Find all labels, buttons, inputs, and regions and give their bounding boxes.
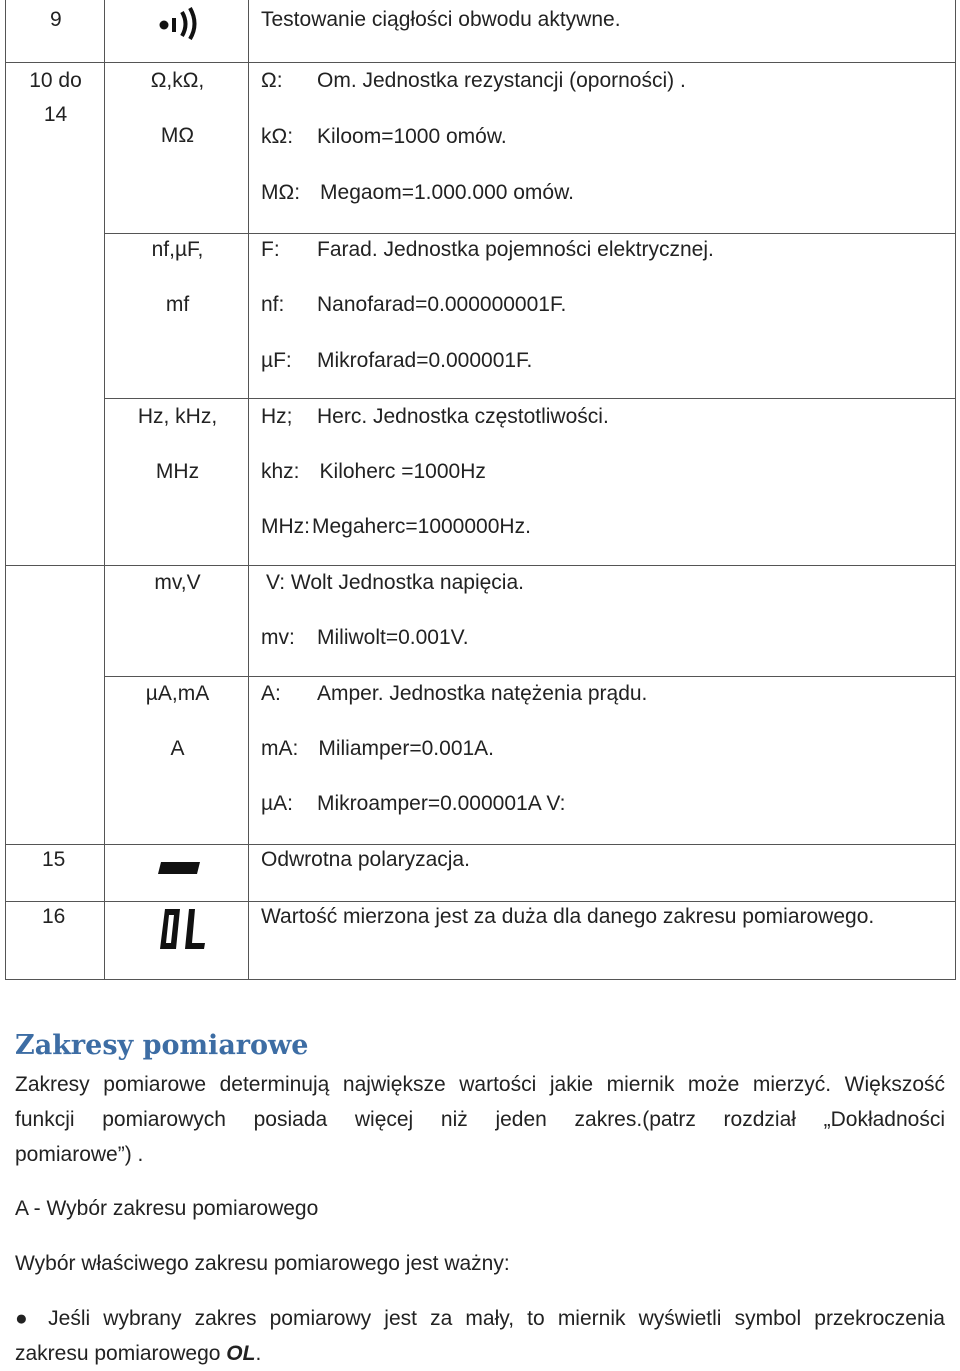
bullet-line: zakresu pomiarowego OL. [15, 1342, 262, 1365]
continuity-beeper-icon [156, 6, 202, 40]
paragraph-line: funkcji pomiarowych posiada więcej niż jeden zakres.(patrz rozdział „Dokładności [15, 1108, 945, 1131]
row-9-description: Testowanie ciągłości obwodu aktywne. [261, 8, 621, 31]
section-paragraph [15, 1067, 945, 1172]
column-divider [104, 0, 105, 980]
row-16-description: Wartość mierzona jest za duża dla danego zakresu pomiarowego. [261, 905, 875, 928]
section-heading: Zakresy pomiarowe [15, 1030, 309, 1061]
row-number-continued: 14 [43, 103, 68, 126]
unit-list: mv,V [154, 571, 201, 594]
row-divider [6, 565, 955, 566]
unit-definition: Ω: Om. Jednostka rezystancji (oporności) . [261, 69, 686, 92]
unit-definition: F: Farad. Jednostka pojemności elektrycznej. [261, 238, 714, 261]
unit-list: µA,mA [145, 682, 210, 705]
unit-definition: mA: Miliamper=0.001A. [261, 737, 495, 760]
unit-list: nf,µF, [151, 238, 204, 261]
unit-list: Ω,kΩ, [150, 69, 205, 92]
unit-list: A [170, 737, 185, 760]
unit-definition: mv: Miliwolt=0.001V. [261, 626, 469, 649]
ol-symbol: OL [226, 1342, 256, 1365]
row-divider [104, 233, 955, 234]
subheading-range-selection: A - Wybór zakresu pomiarowego [15, 1197, 319, 1220]
row-divider [104, 398, 955, 399]
unit-definition: A: Amper. Jednostka natężenia prądu. [261, 682, 648, 705]
unit-list: mf [165, 293, 190, 316]
unit-definition: MHz:Megaherc=1000000Hz. [261, 515, 531, 538]
unit-list: MHz [155, 460, 200, 483]
row-divider [6, 844, 955, 845]
units-table [5, 0, 956, 980]
bullet-paragraph [15, 1301, 945, 1371]
row-divider [6, 62, 955, 63]
row-15-description: Odwrotna polaryzacja. [261, 848, 470, 871]
unit-definition: V: Wolt Jednostka napięcia. [266, 571, 524, 594]
unit-list: Hz, kHz, [137, 405, 218, 428]
row-number: 15 [42, 848, 66, 871]
bullet-icon: ● [15, 1307, 35, 1330]
unit-definition: nf: Nanofarad=0.000000001F. [261, 293, 567, 316]
unit-definition: µF: Mikrofarad=0.000001F. [261, 349, 533, 372]
unit-definition: khz: Kiloherc =1000Hz [261, 460, 486, 483]
unit-definition: µA: Mikroamper=0.000001A V: [261, 792, 566, 815]
unit-list: MΩ [160, 124, 195, 147]
row-number: 9 [50, 8, 62, 31]
unit-definition: MΩ: Megaom=1.000.000 omów. [261, 181, 574, 204]
paragraph-line: Zakresy pomiarowe determinują największe wartości jakie miernik może mierzyć. Większość [15, 1073, 945, 1096]
unit-definition: Hz; Herc. Jednostka częstotliwości. [261, 405, 609, 428]
row-number: 16 [42, 905, 66, 928]
overload-ol-icon [156, 906, 208, 952]
row-divider [104, 676, 955, 677]
minus-polarity-icon [158, 856, 200, 868]
bullet-line: ● Jeśli wybrany zakres pomiarowy jest za mały, to miernik wyświetli symbol przekroczenia [15, 1307, 945, 1330]
paragraph-line: pomiarowe”) . [15, 1143, 144, 1166]
paragraph-range-importance: Wybór właściwego zakresu pomiarowego jest ważny: [15, 1252, 510, 1275]
unit-definition: kΩ: Kiloom=1000 omów. [261, 125, 507, 148]
row-number: 10 do [29, 69, 82, 92]
